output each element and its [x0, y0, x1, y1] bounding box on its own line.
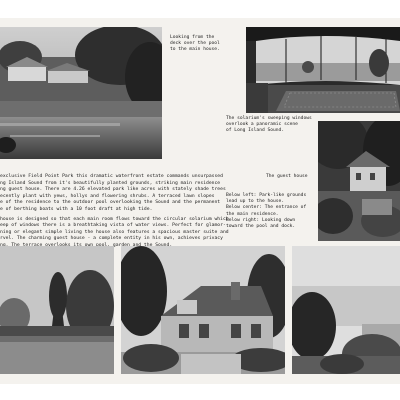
grounds-photo: [0, 246, 114, 374]
guest-house-photo: [318, 121, 400, 241]
brochure-page: [0, 18, 400, 384]
body-line: house is designed so that each main room flows toward the circular solarium which: [0, 216, 229, 222]
body-line: e of the residence to the outdoor pool overlooking the Sound and the permanent: [0, 200, 221, 206]
caption-solarium: The solarium's sweeping windows overlook a panoramic scene of Long Island Sound.: [226, 116, 312, 134]
body-line: ning or elegant simple living the house also features a spacious master suite and: [0, 229, 229, 235]
entrance-photo: [121, 246, 285, 374]
body-line: ecently plant with yews, hollys and flowering shrubs. A terraced lawn slopes: [0, 193, 215, 199]
pool-dock-photo: [292, 246, 400, 374]
pool-photo: [0, 27, 162, 159]
caption-pool: Looking from the deck over the pool to the main house.: [170, 35, 220, 53]
body-line: e of berthing boats with a 10 foot draft at high tide.: [0, 206, 153, 212]
solarium-photo: [246, 27, 400, 113]
body-line: ng Island Sound from it's beautifully planted grounds, striking main residence: [0, 180, 221, 186]
body-line: ng guest house. There are 4.26 elevated park like acres with stately shade trees: [0, 187, 226, 193]
body-text: [0, 174, 229, 250]
caption-guest-house: The guest house: [266, 174, 308, 179]
body-line: rvel. The charming guest house - a complete entity in his own, achieves privacy: [0, 236, 223, 242]
body-line: eep of windows there is a breathtaking vista of water views. Perfect for glamor-: [0, 223, 226, 229]
caption-bottom-notes: Below left: Park-like grounds lead up to the house. Below center: The entrance of the main residence. Below right: Looking down toward the pool and dock.: [226, 193, 307, 230]
body-line: exclusive Field Point Park this dramatic waterfront estate commands unsurpassed: [0, 174, 223, 179]
